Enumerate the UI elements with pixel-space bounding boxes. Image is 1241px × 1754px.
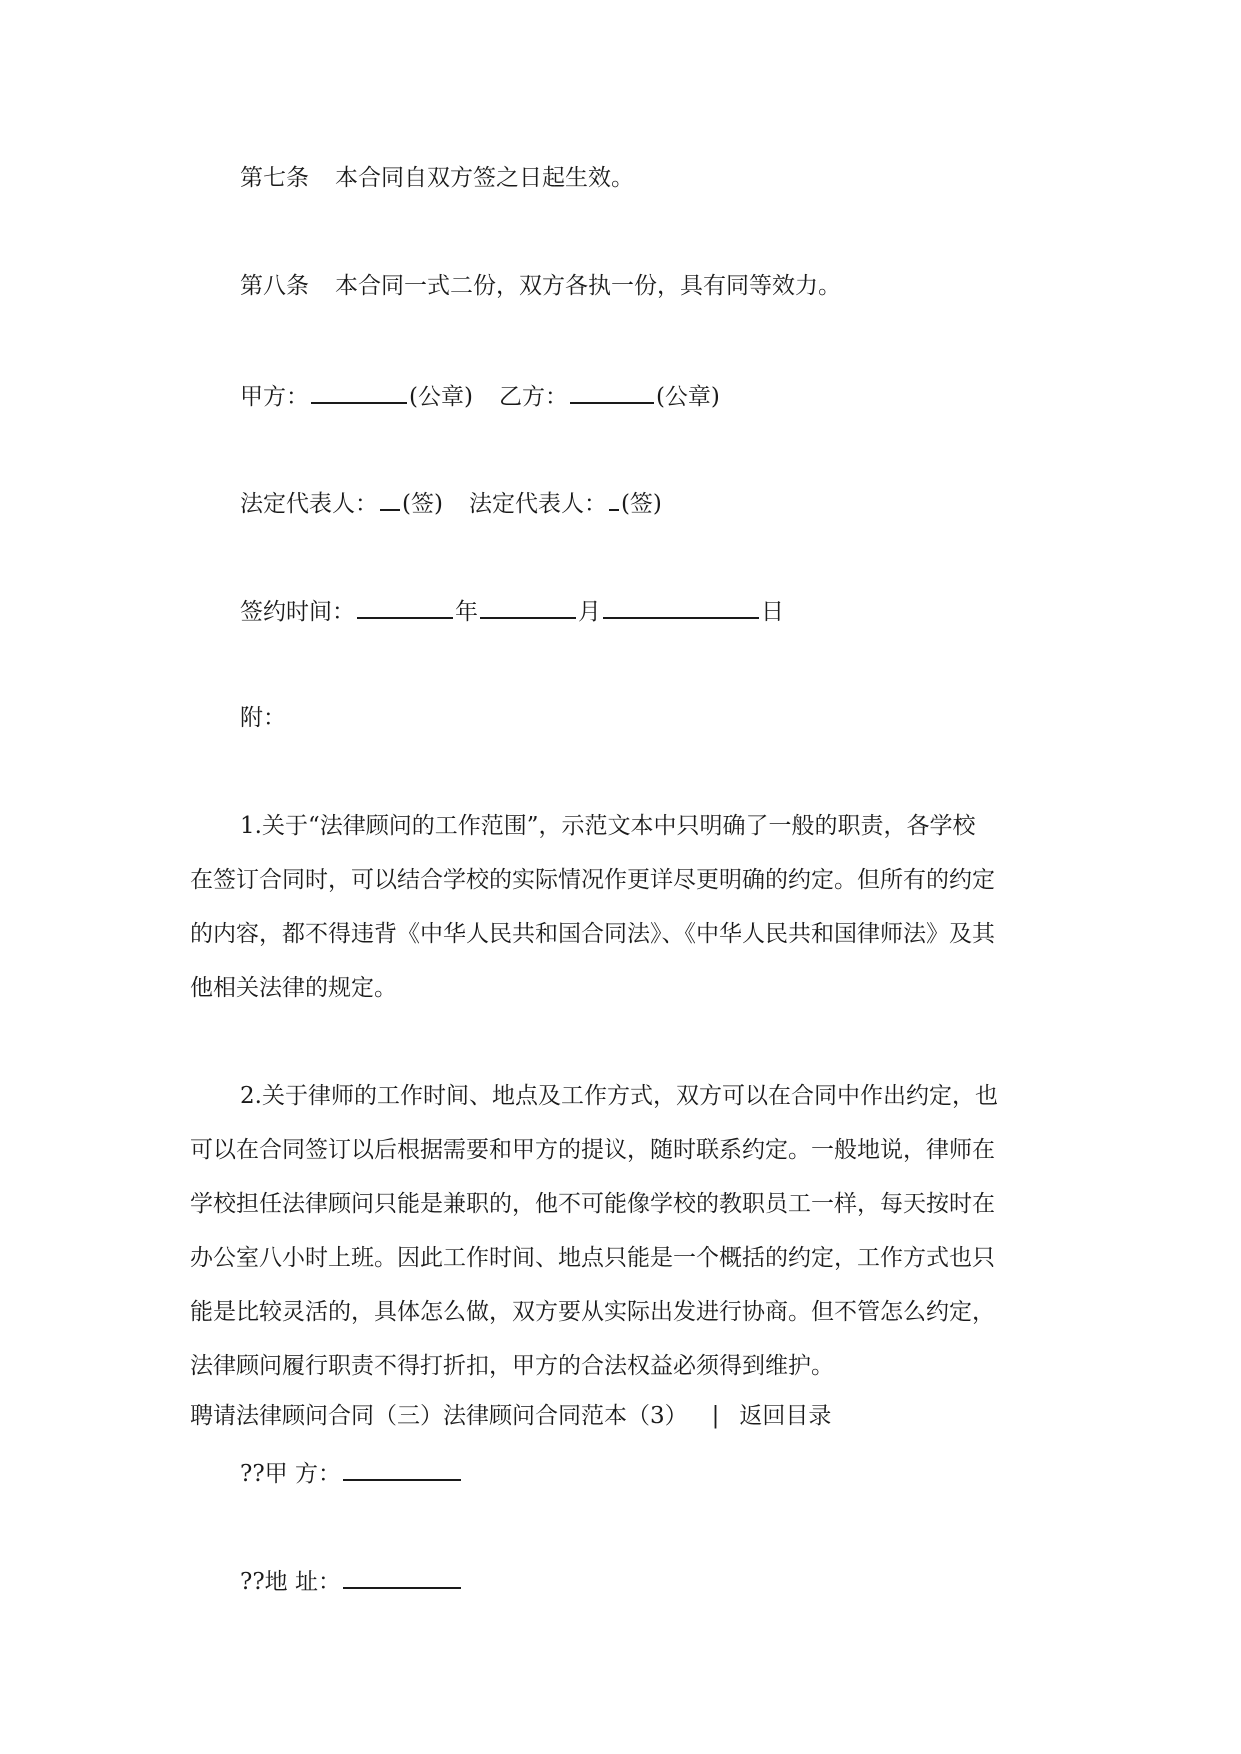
note-1-line: 的内容，都不得违背《中华人民共和国合同法》、《中华人民共和国律师法》及其 xyxy=(190,921,995,947)
signing-date-line xyxy=(240,595,784,627)
next-party-a-line xyxy=(240,1457,463,1489)
rep-b-blank xyxy=(609,487,619,511)
next-contract-title-line xyxy=(190,1401,831,1431)
rep-a-label: 法定代表人： xyxy=(240,491,378,517)
note-2-line: 法律顾问履行职责不得打折扣，甲方的合法权益必须得到维护。 xyxy=(190,1353,834,1379)
party-b-label: 乙方： xyxy=(498,384,568,410)
article-8-number: 第八条 xyxy=(240,273,309,299)
year-blank xyxy=(357,595,453,619)
rep-a-blank xyxy=(380,487,400,511)
next-contract-title: 聘请法律顾问合同（三）法律顾问合同范本（3） xyxy=(190,1403,688,1429)
year-label: 年 xyxy=(455,599,478,625)
article-8-text: 本合同一式二份，双方各执一份，具有同等效力。 xyxy=(335,273,841,299)
note-2-line: 2.关于律师的工作时间、地点及工作方式，双方可以在合同中作出约定，也 xyxy=(240,1083,998,1109)
note-1-line: 他相关法律的规定。 xyxy=(190,975,397,1001)
party-seal-line xyxy=(240,380,720,412)
legal-rep-line xyxy=(240,487,662,519)
article-7-number: 第七条 xyxy=(240,165,309,191)
next-address-label: ??地 址： xyxy=(240,1569,341,1595)
signing-date-label: 签约时间： xyxy=(240,599,355,625)
month-label: 月 xyxy=(578,599,601,625)
next-party-a-blank xyxy=(343,1457,461,1481)
article-7-text: 本合同自双方签之日起生效。 xyxy=(335,165,634,191)
rep-b-label: 法定代表人： xyxy=(468,491,607,517)
return-to-toc-link[interactable]: 返回目录 xyxy=(739,1403,832,1429)
day-label: 日 xyxy=(761,599,784,625)
day-blank xyxy=(603,595,759,619)
party-b-seal: (公章) xyxy=(655,384,720,410)
note-2-line: 办公室八小时上班。因此工作时间、地点只能是一个概括的约定，工作方式也只 xyxy=(190,1245,995,1271)
note-1-line: 1.关于“法律顾问的工作范围”，示范文本中只明确了一般的职责，各学校 xyxy=(240,813,976,839)
note-2-line: 学校担任法律顾问只能是兼职的，他不可能像学校的教职员工一样，每天按时在 xyxy=(190,1191,995,1217)
next-address-blank xyxy=(343,1565,461,1589)
party-a-blank xyxy=(311,380,407,404)
note-1-line: 在签订合同时，可以结合学校的实际情况作更详尽更明确的约定。但所有的约定 xyxy=(190,867,995,893)
rep-a-sign: (签) xyxy=(402,491,443,517)
note-2-line: 能是比较灵活的，具体怎么做，双方要从实际出发进行协商。但不管怎么约定， xyxy=(190,1299,995,1325)
party-a-label: 甲方： xyxy=(240,384,309,410)
rep-b-sign: (签) xyxy=(620,491,662,517)
article-8 xyxy=(240,271,841,301)
party-b-blank xyxy=(570,380,654,404)
appendix-heading: 附： xyxy=(240,705,286,731)
next-address-line xyxy=(240,1565,463,1597)
party-a-seal: (公章) xyxy=(409,384,473,410)
article-7 xyxy=(240,163,634,193)
next-party-a-label: ??甲 方： xyxy=(240,1461,341,1487)
title-separator: | xyxy=(711,1403,720,1429)
note-2-line: 可以在合同签订以后根据需要和甲方的提议，随时联系约定。一般地说，律师在 xyxy=(190,1137,995,1163)
month-blank xyxy=(480,595,576,619)
